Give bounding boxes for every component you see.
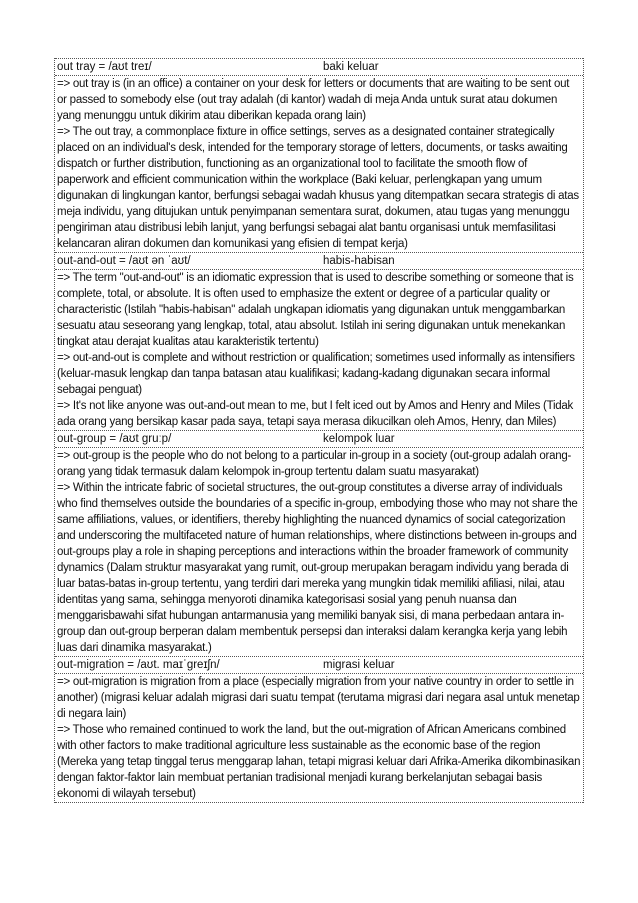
entry-header: [55, 253, 583, 269]
definition-paragraph: => out tray is (in an office) a container on your desk for letters or documents that are waiting to be sent out or passed to somebody else (out tray adalah (di kantor) wadah di meja Anda untuk surat atau dokumen yang menunggu untuk dikirim atau diberikan kepada orang lain): [57, 78, 570, 122]
entry-body: [55, 75, 583, 252]
entry-term: out-and-out = /aʊt ən ˈaʊt/: [57, 255, 191, 267]
entry-body: [55, 447, 583, 656]
definition-paragraph: => out-group is the people who do not belong to a particular in-group in a society (out-group adalah orang-orang yang tidak termasuk dalam kelompok in-group tertentu dalam suatu masyarakat): [57, 450, 572, 478]
entry-translation: habis-habisan: [323, 255, 395, 267]
entry-translation: baki keluar: [323, 61, 379, 73]
definition-paragraph: => out-migration is migration from a place (especially migration from your native country in order to settle in another) (migrasi keluar adalah migrasi dari suatu tempat (terutama migrasi dari negara asal untuk menetap di negara lain): [57, 676, 580, 720]
entry-term: out-migration = /aʊt. maɪˈɡreɪʃn/: [57, 659, 220, 671]
entry-header: [55, 431, 583, 447]
entry-body: [55, 673, 583, 802]
entry-out-tray: [55, 58, 583, 252]
definition-paragraph: => The term "out-and-out" is an idiomatic expression that is used to describe something or someone that is complete, total, or absolute. It is often used to emphasize the extent or degree of a particular quality or characteristic (Istilah "habis-habisan" adalah ungkapan idiomatis yang digunakan untuk menggambarkan sesuatu atau seseorang yang lengkap, total, atau absolut. Istilah ini sering digunakan untuk menekankan tingkat atau derajat kualitas atau karakteristik tertentu): [57, 272, 574, 348]
entry-translation: kelompok luar: [323, 433, 395, 445]
example-paragraph: => Within the intricate fabric of societal structures, the out-group constitutes a diverse array of individuals who find themselves outside the boundaries of a specific in-group, embodying those who may not share the same affiliations, values, or identifiers, thereby highlighting the nuanced dynamics of social categorization and underscoring the multifaceted nature of human relationships, where distinctions between in-groups and out-groups play a role in shaping perceptions and interactions within the broader framework of community dynamics (Dalam struktur masyarakat yang rumit, out-group merupakan beragam individu yang berada di luar batas-batas in-group tertentu, yang terdiri dari mereka yang mungkin tidak memiliki afiliasi, nilai, atau identitas yang sama, sehingga menyoroti dinamika kategorisasi sosial yang penuh nuansa dan menggarisbawahi sifat hubungan antarmanusia yang memiliki banyak sisi, di mana perbedaan antara in-group dan out-group berperan dalam membentuk persepsi dan interaksi dalam kerangka kerja yang lebih luas dari dinamika masyarakat.): [57, 482, 578, 654]
entry-header: [55, 657, 583, 673]
definition-paragraph: => out-and-out is complete and without restriction or qualification; sometimes used informally as intensifiers (keluar-masuk lengkap dan tanpa batasan atau kualifikasi; kadang-kadang digunakan secara informal sebagai penguat): [57, 352, 575, 396]
entry-header: [55, 59, 583, 75]
entry-translation: migrasi keluar: [323, 659, 395, 671]
example-paragraph: => It's not like anyone was out-and-out mean to me, but I felt iced out by Amos and Henry and Miles (Tidak ada orang yang bersikap kasar pada saya, tetapi saya merasa dikucilkan oleh Amos, Henry, dan Miles): [57, 400, 574, 428]
example-paragraph: => Those who remained continued to work the land, but the out-migration of African Americans combined with other factors to make traditional agriculture less sustainable as the economic base of the region (Mereka yang tetap tinggal terus menggarap lahan, tetapi migrasi keluar dari Afrika-Amerika dikombinasikan dengan faktor-faktor lain membuat pertanian tradisional menjadi kurang berkelanjutan sebagai basis ekonomi di wilayah tersebut): [57, 724, 581, 800]
vocabulary-table: [54, 58, 584, 803]
entry-body: [55, 269, 583, 430]
entry-out-and-out: [55, 252, 583, 430]
entry-out-migration: [55, 656, 583, 803]
example-paragraph: => The out tray, a commonplace fixture in office settings, serves as a designated container strategically placed on an individual's desk, intended for the temporary storage of letters, documents, or tasks awaiting dispatch or further distribution, functioning as an organizational tool to facilitate the smooth flow of paperwork and efficient communication within the workplace (Baki keluar, perlengkapan yang umum digunakan di lingkungan kantor, berfungsi sebagai wadah khusus yang ditempatkan secara strategis di atas meja individu, yang ditujukan untuk penyimpanan sementara surat, dokumen, atau tugas yang menunggu pengiriman atau distribusi lebih lanjut, yang berfungsi sebagai alat bantu organisasi untuk memfasilitasi kelancaran aliran dokumen dan komunikasi yang efisien di tempat kerja): [57, 126, 579, 250]
entry-term: out-group = /aʊt ɡruːp/: [57, 433, 172, 445]
entry-term: out tray = /aʊt treɪ/: [57, 61, 152, 73]
entry-out-group: [55, 430, 583, 656]
